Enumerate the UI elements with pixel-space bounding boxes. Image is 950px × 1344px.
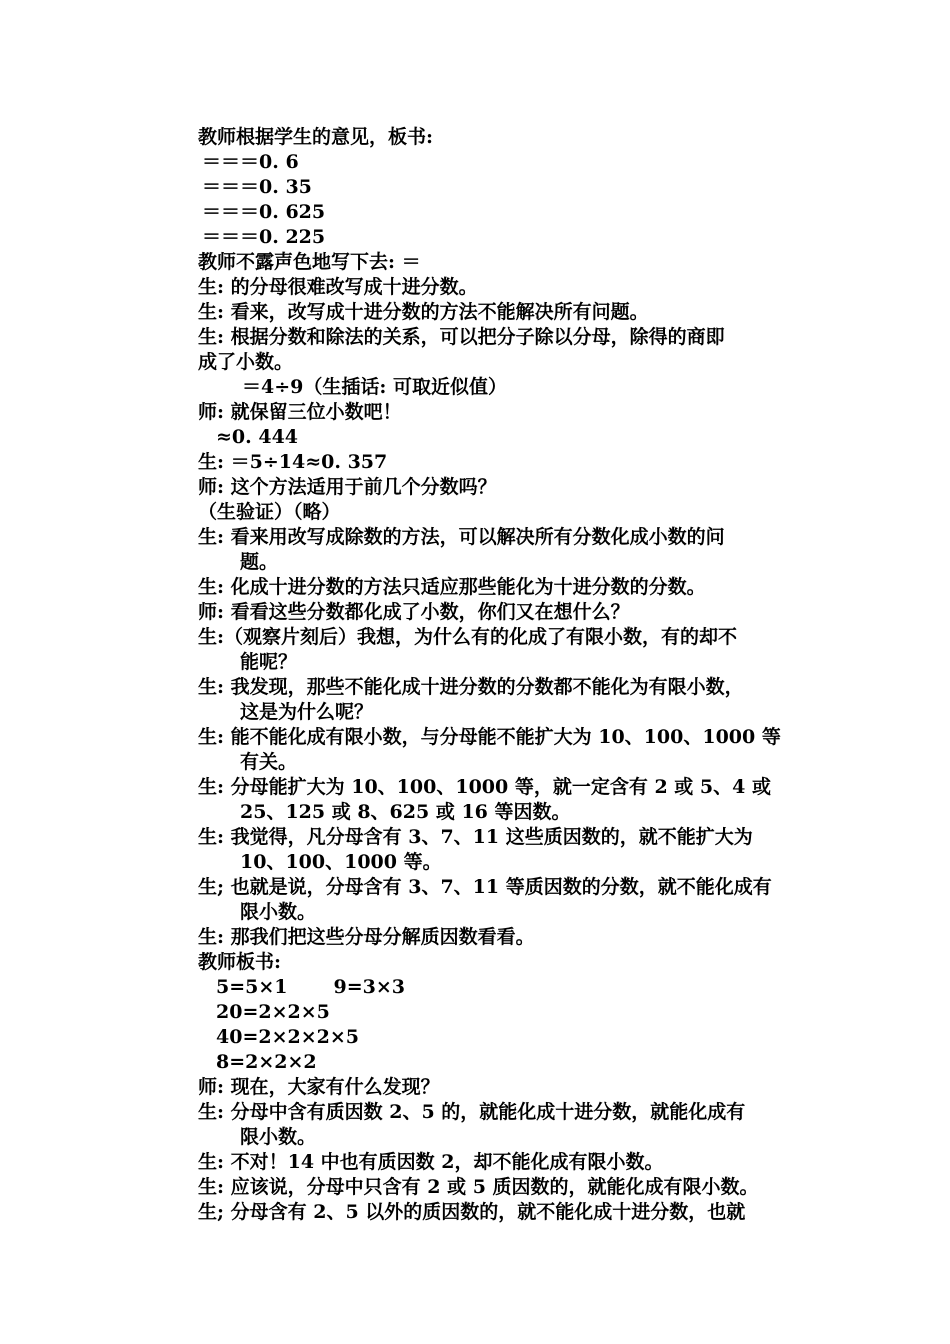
equation-line: ＝＝＝0. 225 xyxy=(202,226,326,248)
text-line: 师: 这个方法适用于前几个分数吗？ xyxy=(198,476,497,498)
text-line: 教师根据学生的意见，板书: xyxy=(198,126,434,148)
text-line: 10、100、1000 等。 xyxy=(240,851,442,873)
equation-line: ≈0. 444 xyxy=(216,426,299,448)
text-line: 限小数。 xyxy=(240,1126,317,1148)
equation-line: ＝＝＝0. 625 xyxy=(202,201,326,223)
equation-line: ＝4÷9（生插话: 可取近似值） xyxy=(242,376,507,398)
text-line: 成了小数。 xyxy=(198,351,294,373)
text-line: 这是为什么呢？ xyxy=(240,701,374,723)
text-line: 生: 看来，改写成十进分数的方法不能解决所有问题。 xyxy=(198,301,649,323)
text-line: 生: 应该说，分母中只含有 2 或 5 质因数的，就能化成有限小数。 xyxy=(198,1176,759,1198)
text-line: 生: ＝5÷14≈0. 357 xyxy=(198,451,388,473)
text-line: 生: 能不能化成有限小数，与分母能不能扩大为 10、100、1000 等 xyxy=(198,726,781,748)
factor-line: 40=2×2×2×5 xyxy=(216,1026,360,1048)
text-line: 限小数。 xyxy=(240,901,317,923)
factor-9: 9=3×3 xyxy=(333,976,406,998)
text-line: 师: 看看这些分数都化成了小数，你们又在想什么？ xyxy=(198,601,630,623)
text-line: 生: 看来用改写成除数的方法，可以解决所有分数化成小数的问 xyxy=(198,526,725,548)
text-line: 师: 现在，大家有什么发现？ xyxy=(198,1076,440,1098)
text-line: （生验证）（略） xyxy=(198,501,341,523)
text-line: 生: 我觉得，凡分母含有 3、7、11 这些质因数的，就不能扩大为 xyxy=(198,826,753,848)
text-line: 25、125 或 8、625 或 16 等因数。 xyxy=(240,801,571,823)
factor-line xyxy=(198,975,818,1000)
text-line: 生:（观察片刻后）我想，为什么有的化成了有限小数，有的却不 xyxy=(198,626,738,648)
text-line: 生; 分母含有 2、5 以外的质因数的，就不能化成十进分数，也就 xyxy=(198,1201,746,1223)
factor-line: 20=2×2×5 xyxy=(216,1001,330,1023)
text-line: 题。 xyxy=(240,551,279,573)
text-line: 生: 那我们把这些分母分解质因数看看。 xyxy=(198,926,535,948)
factor-line: 8=2×2×2 xyxy=(216,1051,317,1073)
text-line: 生: 不对！14 中也有质因数 2，却不能化成有限小数。 xyxy=(198,1151,664,1173)
text-line: 生: 根据分数和除法的关系，可以把分子除以分母，除得的商即 xyxy=(198,326,725,348)
text-line: 教师不露声色地写下去: ＝ xyxy=(198,251,421,273)
text-line: 有关。 xyxy=(240,751,298,773)
equation-line: ＝＝＝0. 35 xyxy=(202,176,312,198)
text-line: 生: 分母中含有质因数 2、5 的，就能化成十进分数，就能化成有 xyxy=(198,1101,746,1123)
text-line: 生: 化成十进分数的方法只适应那些能化为十进分数的分数。 xyxy=(198,576,706,598)
text-line: 生; 也就是说，分母含有 3、7、11 等质因数的分数，就不能化成有 xyxy=(198,876,772,898)
text-line: 生: 分母能扩大为 10、100、1000 等，就一定含有 2 或 5、4 或 xyxy=(198,776,771,798)
text-line: 生: 的分母很难改写成十进分数。 xyxy=(198,276,478,298)
text-line: 生: 我发现，那些不能化成十进分数的分数都不能化为有限小数， xyxy=(198,676,744,698)
equation-line: ＝＝＝0. 6 xyxy=(202,151,299,173)
text-line: 能呢？ xyxy=(240,651,298,673)
text-line: 师: 就保留三位小数吧！ xyxy=(198,401,402,423)
text-line: 教师板书: xyxy=(198,951,282,973)
factor-5: 5=5×1 xyxy=(216,976,288,998)
document-body xyxy=(198,125,818,1225)
